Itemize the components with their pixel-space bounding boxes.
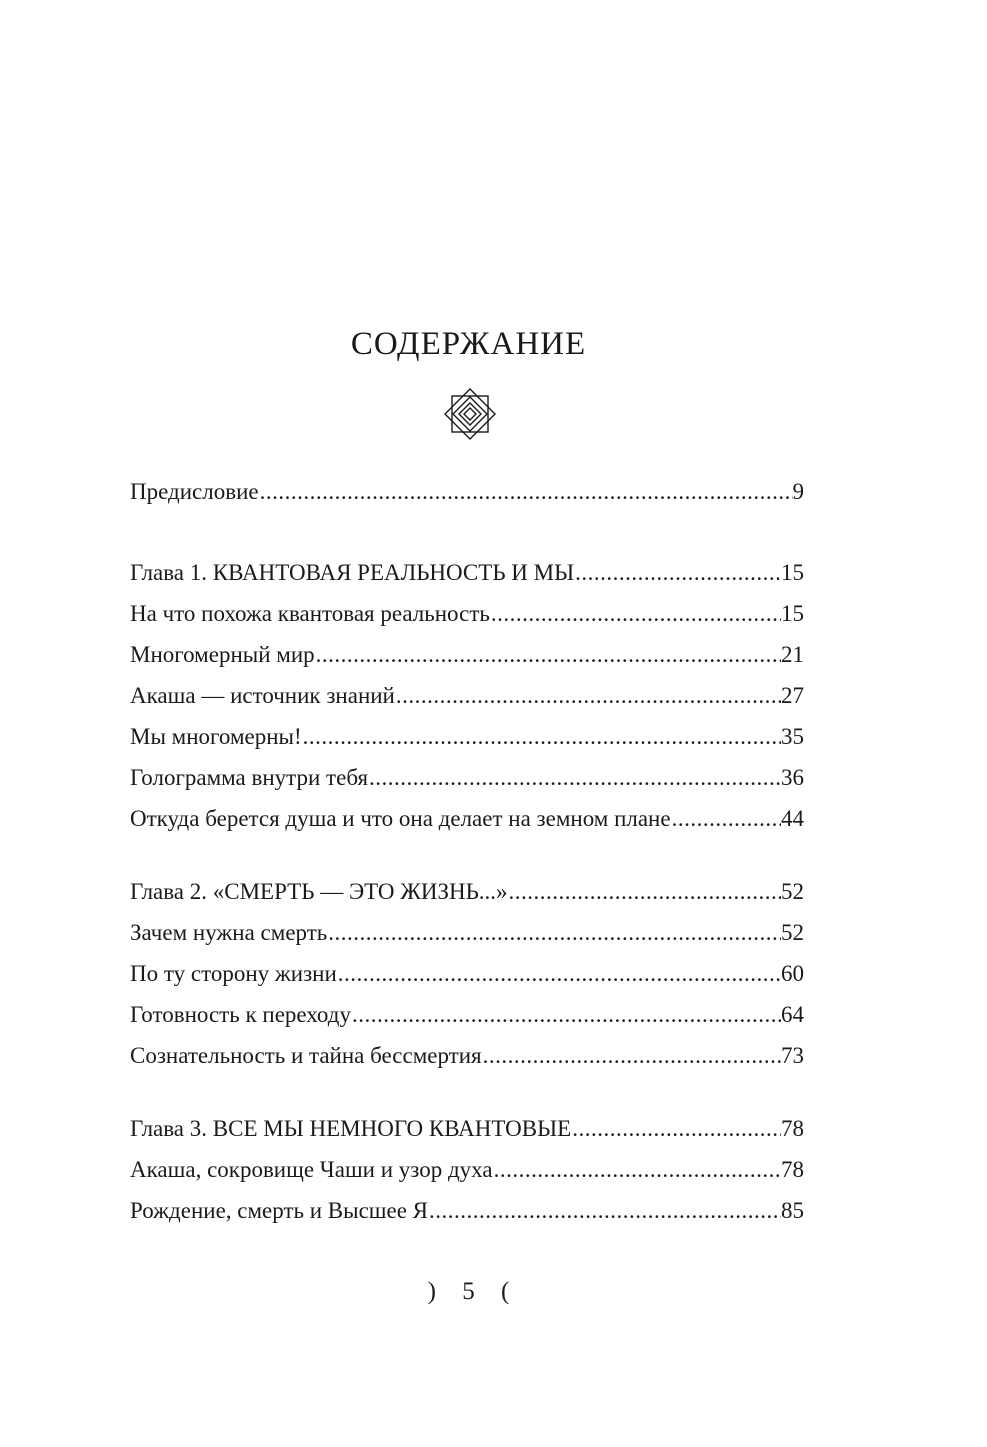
toc-page-number: 36 [781,765,804,790]
toc-entry-label: Предисловие [130,479,259,504]
dot-leader [395,678,781,714]
table-of-contents [130,474,804,1234]
toc-entry-label: Рождение, смерть и Высшее Я [130,1198,429,1223]
toc-page-number: 9 [792,479,804,504]
page-title: СОДЕРЖАНИЕ [350,326,587,362]
toc-entry[interactable] [130,678,804,719]
toc-entry-label: По ту сторону жизни [130,961,337,986]
toc-page-number: 85 [781,1198,804,1223]
toc-entry[interactable] [130,1193,804,1234]
dot-leader [351,997,781,1033]
toc-page-number: 64 [781,1002,804,1027]
toc-entry[interactable] [130,719,804,760]
dot-leader [571,1111,781,1147]
toc-entry-label: Сознательность и тайна бессмертия [130,1043,482,1068]
dot-leader [337,956,781,992]
dot-leader [671,801,781,837]
toc-entry[interactable] [130,760,804,801]
toc-chapter-heading[interactable] [130,874,804,915]
toc-entry[interactable] [130,596,804,637]
page-number: 5 [462,1278,475,1305]
toc-entry-label: Глава 1. КВАНТОВАЯ РЕАЛЬНОСТЬ И МЫ [130,560,575,585]
toc-entry-label: Мы многомерны! [130,724,302,749]
concentric-diamond-icon [444,388,496,440]
dot-leader [490,596,781,632]
toc-chapter-heading[interactable] [130,1111,804,1152]
dot-leader [493,1152,781,1188]
dot-leader [302,719,781,755]
toc-page-number: 78 [781,1157,804,1182]
toc-entry[interactable] [130,1152,804,1193]
dot-leader [259,474,793,510]
toc-entry[interactable] [130,956,804,997]
toc-entry-label: Откуда берется душа и что она делает на земном плане [130,806,671,831]
toc-page-number: 27 [781,683,804,708]
page-folio [0,1278,937,1306]
toc-page-number: 52 [781,920,804,945]
dot-leader [327,915,781,951]
toc-entry-label: Готовность к переходу [130,1002,351,1027]
toc-entry[interactable] [130,637,804,678]
toc-entry-preface[interactable] [130,474,804,515]
toc-entry-label: На что похожа квантовая реальность [130,601,490,626]
toc-entry-label: Зачем нужна смерть [130,920,328,945]
toc-entry-label: Многомерный мир [130,642,315,667]
toc-page-number: 78 [781,1116,804,1141]
dot-leader [574,555,781,591]
toc-page-number: 21 [781,642,804,667]
toc-entry-label: Голограмма внутри тебя [130,765,369,790]
folio-right-bracket: ( [501,1278,510,1305]
toc-page-number: 44 [781,806,804,831]
toc-entry[interactable] [130,1038,804,1079]
toc-page-number: 60 [781,961,804,986]
toc-entry-label: Акаша — источник знаний [130,683,395,708]
dot-leader [428,1193,781,1229]
toc-page-number: 35 [781,724,804,749]
dot-leader [315,637,781,673]
dot-leader [482,1038,781,1074]
toc-entry[interactable] [130,801,804,842]
toc-entry-label: Акаша, сокровище Чаши и узор духа [130,1157,493,1182]
toc-entry[interactable] [130,915,804,956]
dot-leader [368,760,781,796]
toc-page-number: 73 [781,1043,804,1068]
toc-page-number: 52 [781,879,804,904]
toc-page-number: 15 [781,601,804,626]
folio-left-bracket: ) [427,1278,436,1305]
toc-entry[interactable] [130,997,804,1038]
toc-chapter-heading[interactable] [130,555,804,596]
dot-leader [508,874,781,910]
toc-entry-label: Глава 2. «СМЕРТЬ — ЭТО ЖИЗНЬ...» [130,879,508,904]
toc-entry-label: Глава 3. ВСЕ МЫ НЕМНОГО КВАНТОВЫЕ [130,1116,572,1141]
toc-page-number: 15 [781,560,804,585]
